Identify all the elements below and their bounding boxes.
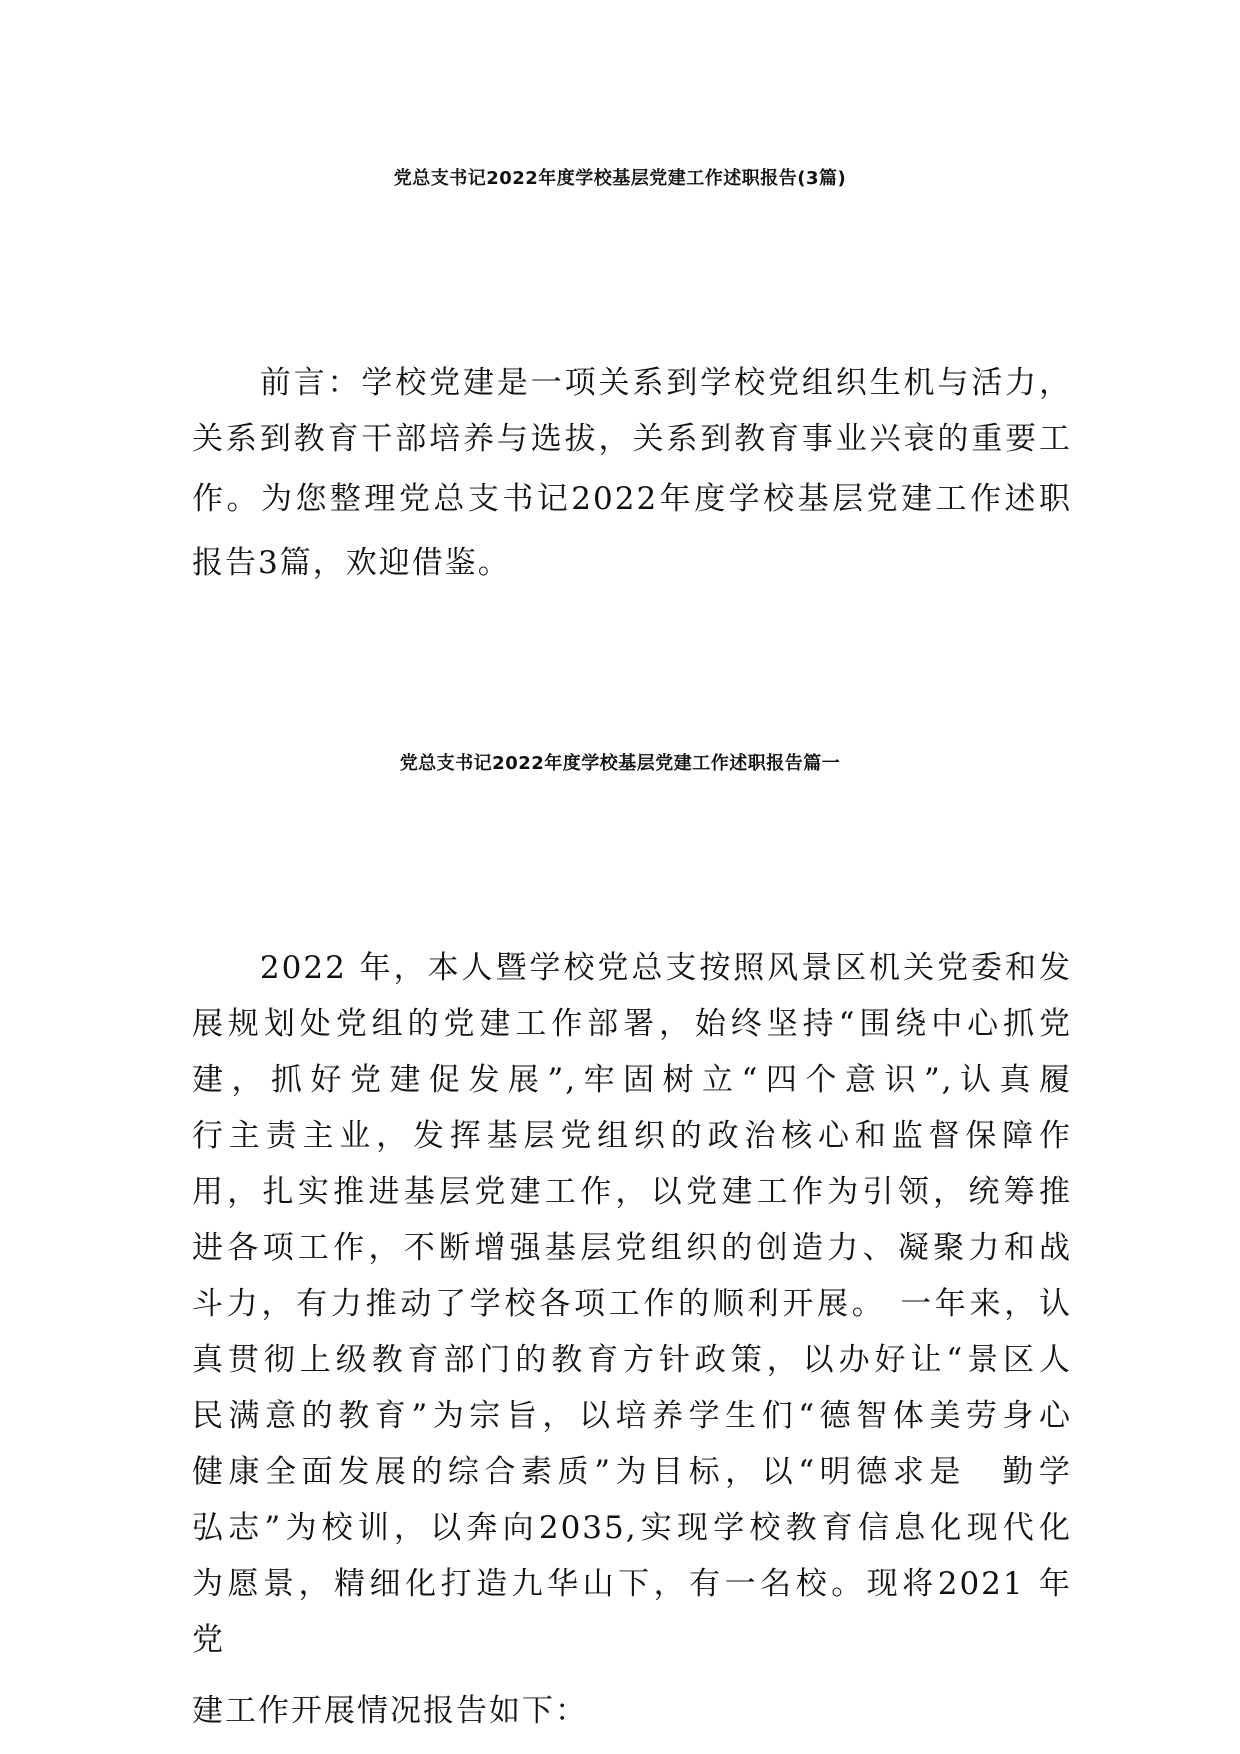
- intro-line: 关系到教育干部培养与选拔，关系到教育事业兴衰的重要工: [192, 421, 1072, 457]
- paragraph-line: 健康全面发展的综合素质”为目标，以“明德求是 勤学: [192, 1454, 1072, 1490]
- paragraph-line: 真贯彻上级教育部门的教育方针政策，以办好让“景区人: [192, 1342, 1072, 1378]
- paragraph-line: 行主责主业，发挥基层党组织的政治核心和监督保障作: [192, 1118, 1072, 1154]
- paragraph-line: 党: [192, 1622, 225, 1658]
- intro-line: 报告3篇，欢迎借鉴。: [192, 545, 511, 581]
- paragraph-line: 2022 年，本人暨学校党总支按照风景区机关党委和发: [192, 950, 1072, 986]
- paragraph-line: 进各项工作，不断增强基层党组织的创造力、凝聚力和战: [192, 1230, 1072, 1266]
- paragraph-line: 建工作开展情况报告如下：: [192, 1693, 588, 1729]
- intro-paragraph: [192, 355, 1072, 595]
- section-paragraph: [192, 940, 1072, 1754]
- paragraph-line: 展规划处党组的党建工作部署，始终坚持“围绕中心抓党: [192, 1006, 1072, 1042]
- paragraph-line: 民满意的教育”为宗旨，以培养学生们“德智体美劳身心: [192, 1398, 1072, 1434]
- paragraph-line: 斗力，有力推动了学校各项工作的顺利开展。 一年来，认: [192, 1286, 1072, 1322]
- paragraph-line: 建，抓好党建促发展”,牢固树立“四个意识”,认真履: [192, 1062, 1072, 1098]
- intro-line: 前言：学校党建是一项关系到学校党组织生机与活力，: [192, 365, 1072, 401]
- document-title: 党总支书记2022年度学校基层党建工作述职报告(3篇): [393, 168, 847, 189]
- intro-line: 作。为您整理党总支书记2022年度学校基层党建工作述职: [192, 481, 1072, 517]
- paragraph-line: 用，扎实推进基层党建工作，以党建工作为引领，统筹推: [192, 1174, 1072, 1210]
- section-title: 党总支书记2022年度学校基层党建工作述职报告篇一: [399, 753, 841, 774]
- paragraph-line: 弘志”为校训，以奔向2035,实现学校教育信息化现代化: [192, 1510, 1072, 1546]
- paragraph-line: 为愿景，精细化打造九华山下，有一名校。现将2021 年: [192, 1566, 1072, 1602]
